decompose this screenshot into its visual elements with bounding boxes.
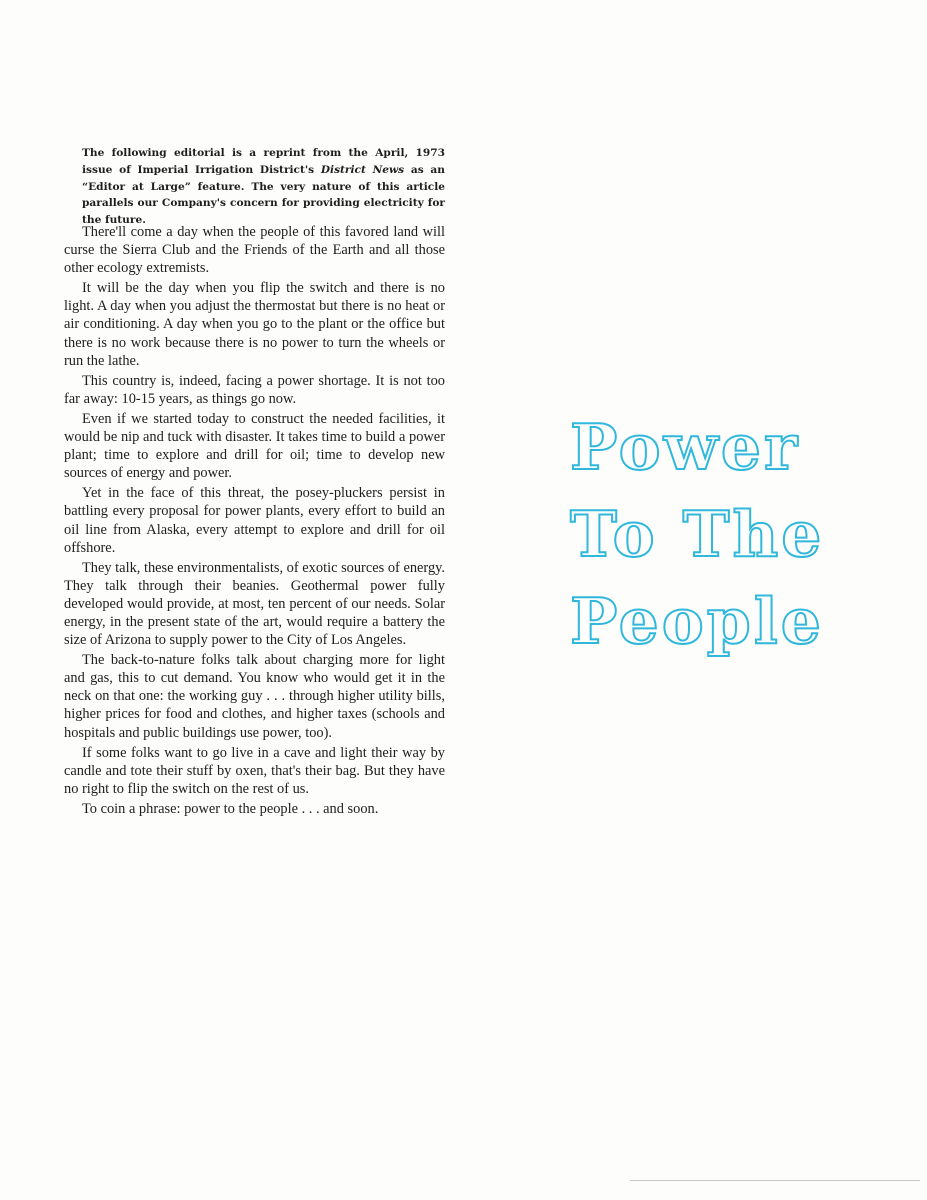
publication-name: District News (320, 163, 405, 176)
paragraph-3: This country is, indeed, facing a power shortage. It is not too far away: 10-15 years, as things go now. (64, 372, 445, 407)
page-title (570, 404, 910, 665)
editorial-body (64, 223, 445, 820)
title-line-3: People (570, 584, 824, 658)
paragraph-5: Yet in the face of this threat, the posey-pluckers persist in battling every proposal for power plants, every effort to build an oil line from Alaska, every attempt to explore and drill for oil offshore. (64, 485, 445, 556)
paragraph-2: It will be the day when you flip the switch and there is no light. A day when you adjust the thermostat but there is no heat or air conditioning. A day when you go to the plant or the office but there is no work because there is no power to turn the wheels or run the lathe. (64, 280, 445, 369)
bottom-divider (630, 1180, 920, 1181)
paragraph-8: If some folks want to go live in a cave and light their way by candle and tote their stuff by oxen, that's their bag. But they have no right to flip the switch on the rest of us. (64, 744, 445, 797)
paragraph-1: There'll come a day when the people of this favored land will curse the Sierra Club and the Friends of the Earth and all those other ecology extremists. (64, 224, 445, 277)
editorial-intro-note (82, 145, 445, 229)
paragraph-4: Even if we started today to construct the needed facilities, it would be nip and tuck with disaster. It takes time to build a power plant; time to explore and drill for oil; time to develop new sources of energy and power. (64, 410, 445, 482)
title-line-1: Power (570, 410, 801, 484)
paragraph-9: To coin a phrase: power to the people . . . and soon. (82, 800, 379, 817)
paragraph-6: They talk, these environmentalists, of exotic sources of energy. They talk through their beanies. Geothermal power fully developed would provide, at most, ten percent of our needs. Solar energy, in the present state of the art, would require a battery the size of Arizona to supply power to the City of Los Angeles. (64, 559, 445, 649)
intro-text-before: The following editorial is a reprint from the April, 1973 issue of Imperial Irrigation District's (82, 147, 445, 176)
intro-text-after: as an “Editor at Large” feature. The very nature of this article parallels our Company's concern for providing electricity for the future. (82, 163, 445, 227)
paragraph-7: The back-to-nature folks talk about charging more for light and gas, this to cut demand. You know who would get it in the neck on that one: the working guy . . . through higher utility bills, higher prices for food and clothes, and higher taxes (schools and hospitals and public buildings use power, too). (64, 652, 445, 741)
title-line-2: To The (570, 497, 825, 571)
